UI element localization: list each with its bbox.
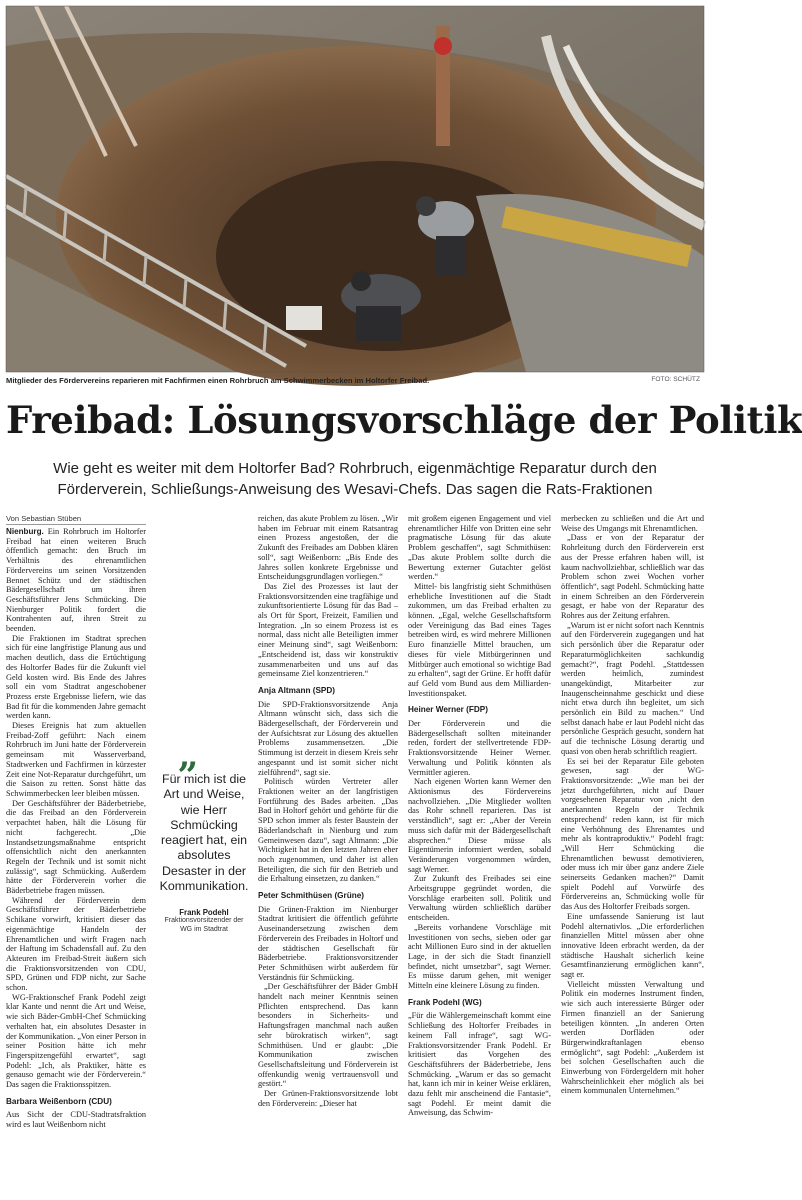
caption-text: Mitglieder des Fördervereins reparieren mit Fachfirmen einen Rohrbruch am Schwimmerbecken im Holtorfer Freibad. (6, 376, 430, 385)
paragraph: reichen, das akute Problem zu lösen. „Wir haben im Februar mit einem Ratsantrag einen Prozess angestoßen, der die Zukunft des Freibades am Dobben klären soll“, sagt Weißenborn: „Bis Ende des Jahres sollen konkrete Ergebnisse und Entscheidungsgrundlagen vorliegen.“ (258, 514, 398, 582)
paragraph: merbecken zu schließen und die Art und Weise des Umgangs mit Ehrenamtlichen. (561, 514, 704, 533)
article-column-1 (6, 527, 146, 1130)
photo-caption (6, 376, 704, 390)
paragraph: Während der Förderverein dem Geschäftsführer der Bäderbetriebe Schikane vorwirft, kritisiert dieser das eigenmächtige Handeln der Ehrenamtlichen und wirft Fragen nach der Haftung im Schadensfall auf. Zu den Akteuren im Freibad-Streit äußern sich die Fraktionsvorsitzenden von CDU, SPD, Grünen und FDP nicht, zur Sache schon. (6, 895, 146, 993)
article-subheadline: Wie geht es weiter mit dem Holtorfer Bad? Rohrbruch, eigenmächtige Reparatur durch den Förderverein, Schließungs-Anweisung des Wesavi-Chefs. Das sagen die Rats-Fraktionen (53, 460, 657, 498)
section-heading-gruene: Peter Schmithüsen (Grüne) (258, 891, 365, 901)
quote-author: Frank Podehl (179, 908, 229, 918)
quote-author-role: Fraktionsvorsitzender der WG im Stadtrat (164, 917, 244, 933)
dateline: Nienburg. (6, 527, 44, 536)
pull-quote (158, 734, 250, 934)
paragraph: „Warum ist er nicht sofort nach Kenntnis auf den Förderverein zugegangen und hat sich persönlich über die Reparatur oder Reparaturmöglichkeiten sachkundig gemacht?“, fragt Podehl. „Stattdessen werden heimlich, zumindest unangekündigt, Mitarbeiter zur Inaugenscheinnahme geschickt und diese nicht etwa durch ihn begleitet, um sich persönlich ein Bild zu machen.“ Und selbst danach habe er laut Podehl nicht das persönliche Gespräch gesucht, sondern hat auf die technische Lösung derartig und quasi von oben herab schriftlich reagiert. (561, 620, 704, 756)
paragraph: WG-Fraktionschef Frank Podehl zeigt klar Kante und nennt die Art und Weise, wie sich Bäder-GmbH-Chef Schmücking verhalten hat, ein absolutes Desaster in der Kommunikation. „Von einer Person in seiner Position hätte ich mehr Fingerspitzengefühl erwartet“, sagt Podehl: „Ich, als Praktiker, hätte es genauso gemacht wie der Förderverein.“ Das sagen die Fraktionsspitzen. (6, 992, 146, 1090)
photo-credit: FOTO: SCHÜTZ (651, 376, 700, 383)
article-column-5 (561, 514, 704, 1096)
paragraph: Zur Zukunft des Freibades sei eine Arbeitsgruppe gegründet worden, die Vorschläge erarbeiten soll. Politik und Verwaltung würden schließlich darüber entscheiden. (408, 874, 551, 923)
paragraph: Der Grünen-Fraktionsvorsitzende lobt den Förderverein: „Dieser hat (258, 1089, 398, 1108)
paragraph: Der Förderverein und die Bädergesellschaft sollten miteinander reden, fordert der stellvertretende FDP-Fraktionsvorsitzende Heiner Werner. Verwaltung und Politik könnten als Vermittler agieren. (408, 719, 551, 777)
article-photo (6, 6, 704, 372)
paragraph-text: Ein Rohrbruch im Holtorfer Freibad hat einen weiteren Bruch öffentlich gemacht: den Bruch im Verhältnis des ehrenamtlichen Fördervereins um seinen Vorsitzenden Bennet Schütz und der städtischen Bädergesellschaft um ihren Geschäftsführer Jens Schmücking. Die Nienburger Politik fordert die Kontrahenten auf, ihren Streit zu beenden. (6, 527, 147, 634)
paragraph: Die Fraktionen im Stadtrat sprechen sich für eine langfristige Planung aus und machen deutlich, dass die Ertüchtigung des Holtorfer Bades für die Zukunft viel Geld kosten wird. Bis Ende des Jahres soll ein vom Stadtrat angeschobener Prozess erste Ergebnisse liefern, wie das Bad fit für die kommenden Jahre gemacht werden kann. (6, 633, 146, 721)
paragraph: Das Ziel des Prozesses ist laut der Fraktionsvorsitzenden eine tragfähige und zukunftsorientierte Lösung für das Bad – als Ort für Sport, Freizeit, Familien und Integration. „In so einem Prozess ist es normal, dass nicht alle Beteiligten immer einer Meinung sind“, sagt Weißenborn: „Entscheidend ist, dass wir konstruktiv zusammenarbeiten und uns auf das gemeinsame Ziel konzentrieren.“ (258, 581, 398, 679)
paragraph: Der Geschäftsführer der Bäderbetriebe, die das Freibad an den Förderverein verpachtet haben, hält die Lösung für nicht fachgerecht. „Die Instandsetzungsmaßnahme entspricht offensichtlich nicht den anerkannten Regeln der Technik und ist somit nicht zulässig“, sagt Schmücking. Außerdem hätte der Förderverein vorher die Bäderbetriebe fragen müssen. (6, 798, 146, 896)
article-headline: Freibad: Lösungsvorschläge der Politik (6, 398, 802, 442)
quote-text: Für mich ist die Art und Weise, wie Herr Schmücking reagiert hat, ein absolutes Desaster in der Kommunikation. (159, 772, 249, 894)
paragraph: Es sei bei der Reparatur Eile geboten gewesen, sagt der WG-Fraktionsvorsitzende: „Wie man bei der jetzt durchgeführten, nicht auf Dauer vorgesehenen Reparatur von ‚nicht den anerkannten Regeln der Technik entsprechend‘ reden kann, ist für mich eine Verhöhnung des Ehrenamtes und mehr als kontraproduktiv.“ Podehl fragt: „Will Herr Schmücking die Ehrenamtlichen bewusst demotivieren, oder muss ich mir über ganz andere Ziele seinerseits Gedanken machen?“ Damit spielt Podehl auf Vorwürfe des Fördervereins an, Schmücking wolle für das Aus des Holtorfer Freibads sorgen. (561, 756, 704, 912)
paragraph: Nach eigenen Worten kann Werner den Aktionismus des Fördervereins nachvollziehen. „Die Mitglieder wollten das Rohr schnell reparieren. Das ist verständlich“, sagt er: „Aber der Verein muss sich dafür mit der Bädergesellschaft absprechen.“ Diese müsse als Eigentümerin informiert werden, sobald Veränderungen vorgenommen würden, sagt Werner. (408, 777, 551, 874)
paragraph: Mittel- bis langfristig sieht Schmithüsen erhebliche Investitionen auf die Stadt zukommen, um das Freibad erhalten zu können. „Egal, welche Gesellschaftsform oder Vereinigung das Bad eines Tages betreiben wird, es wird mehrere Millionen Euro finanzielle Mittel brauchen, um dieses für viele Mitbürgerinnen und Mitbürger auch emotional so wichtige Bad zu erhalten“, sagt der Grüne. Er hofft dafür auf Geld vom Bund aus dem Milliarden-Investitionspaket. (408, 581, 551, 698)
quote-mark-icon: „ (178, 734, 199, 776)
paragraph (6, 527, 146, 634)
paragraph: Aus Sicht der CDU-Stadtratsfraktion wird es laut Weißenborn nicht (6, 1110, 146, 1130)
paragraph: Eine umfassende Sanierung ist laut Podehl alternativlos. „Die erforderlichen finanziellen Mittel müssen aber ohne innovative Ideen erbracht werden, da der städtische Haushalt sicherlich keine Gesamtfinanzierung ermöglichen kann“, sagt er. (561, 911, 704, 980)
section-heading-fdp: Heiner Werner (FDP) (408, 705, 488, 715)
article-column-3 (258, 514, 398, 1108)
paragraph: Dieses Ereignis hat zum aktuellen Freibad-Zoff geführt: Nach einem Rohrbruch im Juni hatte der Förderverein gemeinsam mit Wasserverband, Stadtwerken und Fachfirmen in kürzester Zeit eine Not-Reparatur durchgeführt, um die Saison zu retten. Sonst hätte das Schwimmerbecken leer bleiben müssen. (6, 721, 146, 798)
paragraph: Die Grünen-Fraktion im Nienburger Stadtrat kritisiert die öffentlich geführte Auseinandersetzung zwischen dem Förderverein des Freibades in Holtorf und der städtischen Gesellschaft für Bäderbetriebe. Fraktionsvorsitzender Peter Schmithüsen wirbt außerdem für Verständnis für Schmücking. (258, 904, 398, 982)
byline-divider (6, 524, 146, 525)
photo-illustration (6, 6, 704, 372)
paragraph: Die SPD-Fraktionsvorsitzende Anja Altmann wünscht sich, dass sich die Bädergesellschaft, der Förderverein und der Aufsichtsrat zur Lösung des aktuellen Problems zusammensetzen. „Die Stimmung ist derzeit in diesem Kreis sehr angespannt und ist somit sicher nicht zielführend“, sagt sie. (258, 699, 398, 777)
article-column-4 (408, 514, 551, 1118)
paragraph: „Dass er von der Reparatur der Rohrleitung durch den Förderverein erst aus der Presse erfahren haben will, ist kaum nachvollziehbar, schließlich war das Problem schon zwei Wochen vorher öffentlich“, sagt Podehl. Schmücking hatte in einem Schreiben an den Förderverein gesagt, er habe von der Reparatur des Rohres aus der Zeitung erfahren. (561, 533, 704, 621)
paragraph: mit großem eigenen Engagement und viel ehrenamtlicher Hilfe von Dritten eine sehr pragmatische Lösung für das akute Problem geschaffen“, sagt Schmithüsen: „Das akute Problem sollte durch die Bewertung externer Gutachter gelöst werden.“ (408, 514, 551, 582)
paragraph: Politisch würden Vertreter aller Fraktionen weiter an der langfristigen Fortführung des Bades arbeiten. „Das Bad in Holtorf gehört und gehörte für die SPD schon immer als fester Baustein der Bäderlandschaft in Nienburg und zum Gemeinwesen dazu“, sagt Altmann: „Die Wichtigkeit hat in den letzten Jahren eher noch zugenommen, und daher ist allen Beteiligten, die sich für den Betrieb und die Erhaltung einsetzen, zu danken.“ (258, 777, 398, 884)
paragraph: „Für die Wählergemeinschaft kommt eine Schließung des Holtorfer Freibades in keinem Fall infrage“, sagt WG-Fraktionsvorsitzender Frank Podehl. Er kritisiert das Vorgehen des Geschäftsführers der Bäderbetriebe, Jens Schmücking. „Warum er das so gemacht hat, kann ich mir in keiner Weise erklären, dazu fehlt mir anscheinend die Fantasie“, sagt Podehl. Er meint damit die Anweisung, das Schwim- (408, 1011, 551, 1118)
paragraph: „Der Geschäftsführer der Bäder GmbH handelt nach meiner Kenntnis seinen Pflichten entsprechend. Das kann besonders in Sicherheits- und Haftungsfragen manchmal nach außen sehr bürokratisch wirken“, sagt Schmithüsen. Und er glaubt: „Die Kommunikation zwischen Gesellschaftsleitung und Förderverein ist offenkundig wenig vertrauensvoll und gestört.“ (258, 982, 398, 1089)
section-heading-cdu: Barbara Weißenborn (CDU) (6, 1096, 112, 1106)
section-heading-wg: Frank Podehl (WG) (408, 997, 482, 1007)
section-heading-spd: Anja Altmann (SPD) (258, 685, 336, 695)
paragraph: „Bereits vorhandene Vorschläge mit Investitionen von sechs, sieben oder gar acht Millionen Euro sind in der aktuellen Lage, in der sich die Stadt finanziell befindet, nicht umsetzbar“, sagt Werner. Es müsse darum gehen, mit weniger Mitteln eine kleinere Lösung zu finden. (408, 922, 551, 991)
author-byline: Von Sebastian Stüben (6, 514, 82, 523)
paragraph: Vielleicht müssten Verwaltung und Politik ein modernes Instrument finden, wie sich auch interessierte Bürger oder Firmen finanziell an der Sanierung beteiligen könnten. „In anderen Orten werden Dorfläden oder Bürgerwindkraftanlagen ebenso ermöglicht“, sagt Podehl: „Außerdem ist bei solchen Gesellschaften auch die Einwerbung von Fördergeldern mit hoher Wahrscheinlichkeit eher möglich als bei einem kommunalen Unternehmen.“ (561, 979, 704, 1096)
